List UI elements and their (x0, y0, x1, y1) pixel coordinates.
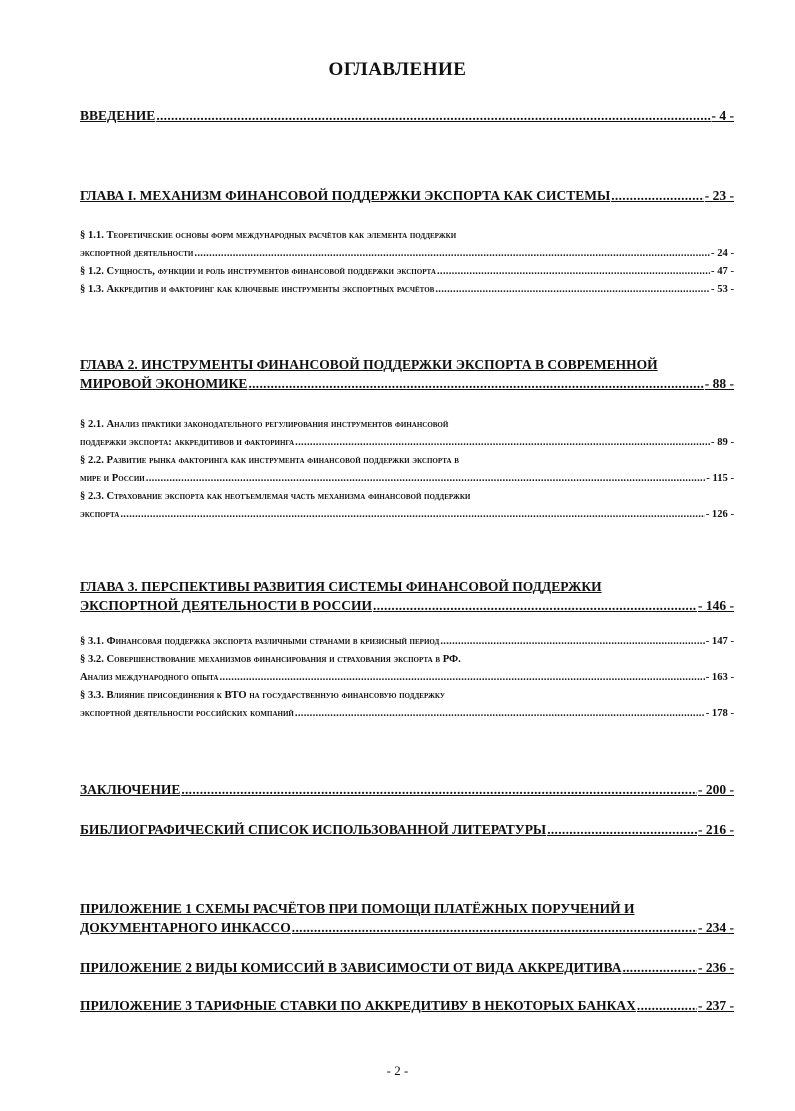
toc-entry-section-1-2[interactable] (80, 263, 734, 281)
toc-entry-label-cont: поддержки экспорта: аккредитивов и факторинга (80, 437, 295, 448)
toc-page-number: - 24 - (711, 248, 734, 259)
toc-entry-appendix-2[interactable] (80, 958, 734, 977)
toc-entry-label: БИБЛИОГРАФИЧЕСКИЙ СПИСОК ИСПОЛЬЗОВАННОЙ ЛИТЕРАТУРЫ (80, 822, 547, 837)
toc-page-number: - 236 - (698, 960, 734, 975)
toc-entry-section-2-1[interactable] (80, 416, 734, 452)
toc-entry-label: § 3.3. Влияние присоединения к ВТО на государственную финансовую поддержку (80, 690, 445, 701)
toc-entry-label-cont: ЭКСПОРТНОЙ ДЕЯТЕЛЬНОСТИ В РОССИИ (80, 598, 373, 613)
dot-leader (637, 996, 697, 1015)
toc-page-number: - 237 - (698, 998, 734, 1013)
toc-entry-section-1-1[interactable] (80, 227, 734, 263)
dot-leader (435, 281, 710, 299)
page-title: ОГЛАВЛЕНИЕ (328, 59, 467, 80)
toc-entry-section-3-3[interactable] (80, 687, 734, 723)
toc-page-number: - 89 - (711, 437, 734, 448)
toc-page-number: - 23 - (704, 188, 734, 203)
toc-entry-chapter-1[interactable] (80, 186, 734, 205)
dot-leader (373, 596, 697, 615)
toc-page-number: - 4 - (711, 108, 734, 123)
toc-page-number: - 216 - (698, 822, 734, 837)
toc-entry-section-2-2[interactable] (80, 452, 734, 488)
toc-entry-label: § 2.1. Анализ практики законодательного регулирования инструментов финансовой (80, 419, 449, 430)
dot-leader (295, 434, 710, 452)
toc-entry-conclusion[interactable] (80, 780, 734, 799)
dot-leader (547, 820, 697, 839)
toc-entry-chapter-2[interactable] (80, 355, 734, 393)
toc-entry-intro[interactable] (80, 106, 734, 125)
dot-leader (120, 506, 704, 524)
dot-leader (219, 669, 704, 687)
dot-leader (611, 186, 704, 205)
toc-entry-label-cont: экспорта (80, 509, 120, 520)
toc-page-number: - 126 - (705, 509, 734, 520)
toc-entry-section-3-1[interactable] (80, 633, 734, 651)
toc-entry-label: ПРИЛОЖЕНИЕ 1 СХЕМЫ РАСЧЁТОВ ПРИ ПОМОЩИ ПЛАТЁЖНЫХ ПОРУЧЕНИЙ И (80, 901, 635, 916)
dot-leader (292, 918, 697, 937)
toc-entry-label: ГЛАВА 3. ПЕРСПЕКТИВЫ РАЗВИТИЯ СИСТЕМЫ ФИНАНСОВОЙ ПОДДЕРЖКИ (80, 579, 602, 594)
toc-page-number: - 200 - (698, 782, 734, 797)
toc-entry-label: ВВЕДЕНИЕ (80, 108, 156, 123)
dot-leader (437, 263, 710, 281)
toc-entry-label: § 2.3. Страхование экспорта как неотъемлемая часть механизма финансовой поддержки (80, 491, 471, 502)
dot-leader (156, 106, 710, 125)
toc-entry-section-1-3[interactable] (80, 281, 734, 299)
dot-leader (622, 958, 697, 977)
dot-leader (181, 780, 697, 799)
toc-entry-label-cont: Анализ международного опыта (80, 672, 219, 683)
page-number: - 2 - (386, 1063, 409, 1078)
dot-leader (440, 633, 704, 651)
toc-entry-label: ГЛАВА 2. ИНСТРУМЕНТЫ ФИНАНСОВОЙ ПОДДЕРЖКИ ЭКСПОРТА В СОВРЕМЕННОЙ (80, 357, 658, 372)
dot-leader (194, 245, 710, 263)
toc-entry-label-cont: мире и России (80, 473, 145, 484)
toc-page-number: - 163 - (705, 672, 734, 683)
toc-entry-label-cont: экспортной деятельности (80, 248, 194, 259)
toc-entry-label: § 2.2. Развитие рынка факторинга как инструмента финансовой поддержки экспорта в (80, 455, 459, 466)
toc-entry-label-cont: МИРОВОЙ ЭКОНОМИКЕ (80, 376, 248, 391)
dot-leader (295, 705, 705, 723)
toc-entry-label: ЗАКЛЮЧЕНИЕ (80, 782, 181, 797)
toc-page-number: - 147 - (705, 636, 734, 647)
dot-leader (248, 374, 703, 393)
toc-entry-appendix-1[interactable] (80, 899, 734, 937)
toc-entry-chapter-3[interactable] (80, 577, 734, 615)
toc-entry-label-cont: экспортной деятельности российских компаний (80, 708, 294, 719)
toc-entry-label: § 1.3. Аккредитив и факторинг как ключевые инструменты экспортных расчётов (80, 284, 435, 295)
toc-page-number: - 178 - (705, 708, 734, 719)
toc-page-number: - 47 - (711, 266, 734, 277)
toc-entry-label: § 1.1. Теоретические основы форм международных расчётов как элемента поддержки (80, 230, 457, 241)
toc-entry-label: ГЛАВА I. МЕХАНИЗМ ФИНАНСОВОЙ ПОДДЕРЖКИ ЭКСПОРТА КАК СИСТЕМЫ (80, 188, 611, 203)
dot-leader (146, 470, 706, 488)
toc-entry-label: § 3.2. Совершенствование механизмов финансирования и страхования экспорта в РФ. (80, 654, 461, 665)
toc-page-number: - 115 - (706, 473, 734, 484)
toc-entry-label: § 1.2. Сущность, функции и роль инструментов финансовой поддержки экспорта (80, 266, 436, 277)
toc-entry-label: § 3.1. Финансовая поддержка экспорта различными странами в кризисный период (80, 636, 440, 647)
toc-entry-label: ПРИЛОЖЕНИЕ 2 ВИДЫ КОМИССИЙ В ЗАВИСИМОСТИ ОТ ВИДА АККРЕДИТИВА (80, 960, 622, 975)
toc-page-number: - 234 - (698, 920, 734, 935)
toc-entry-label: ПРИЛОЖЕНИЕ 3 ТАРИФНЫЕ СТАВКИ ПО АККРЕДИТИВУ В НЕКОТОРЫХ БАНКАХ (80, 998, 636, 1013)
toc-page-number: - 146 - (698, 598, 734, 613)
toc-entry-bibliography[interactable] (80, 820, 734, 839)
toc-page-number: - 53 - (711, 284, 734, 295)
toc-entry-section-3-2[interactable] (80, 651, 734, 687)
toc-entry-label-cont: ДОКУМЕНТАРНОГО ИНКАССО (80, 920, 291, 935)
toc-entry-section-2-3[interactable] (80, 488, 734, 524)
toc-page-number: - 88 - (704, 376, 734, 391)
toc-entry-appendix-3[interactable] (80, 996, 734, 1015)
